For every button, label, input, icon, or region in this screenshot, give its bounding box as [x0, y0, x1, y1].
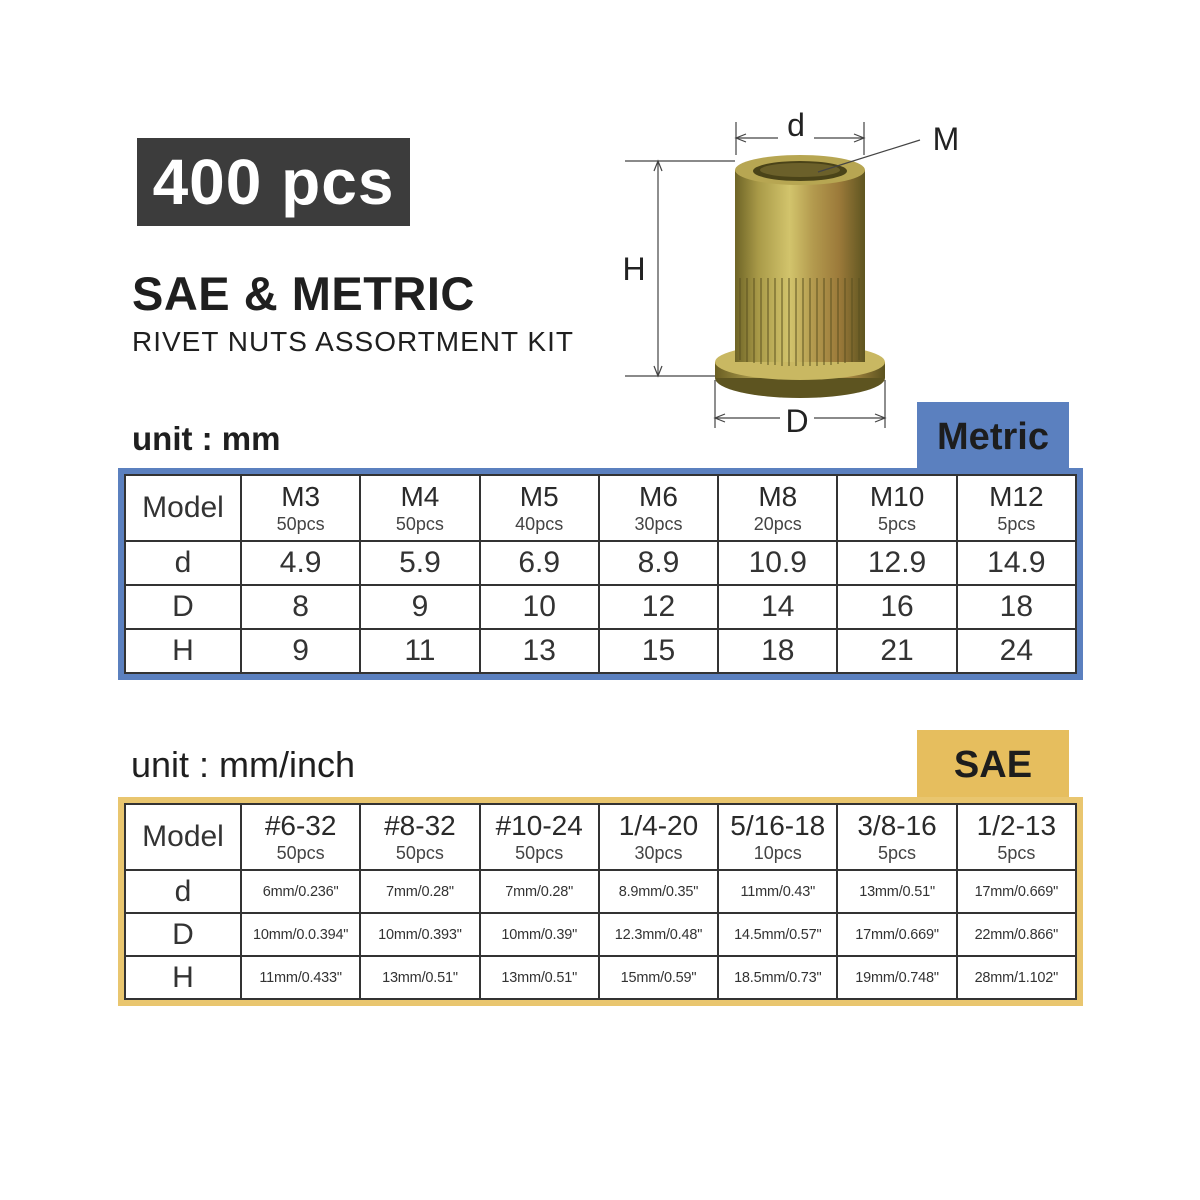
- table-cell: 19mm/0.748": [837, 956, 956, 999]
- table-cell: 13mm/0.51": [837, 870, 956, 913]
- column-header: M8 20pcs: [718, 475, 837, 541]
- column-header: M4 50pcs: [360, 475, 479, 541]
- table-header-row: [125, 475, 1076, 541]
- column-header: M12 5pcs: [957, 475, 1076, 541]
- product-title: SAE & METRIC: [132, 267, 475, 320]
- column-header: M5 40pcs: [480, 475, 599, 541]
- table-cell: 8.9mm/0.35": [599, 870, 718, 913]
- table-cell: 9: [360, 585, 479, 629]
- table-cell: 12.9: [837, 541, 956, 585]
- table-cell: 14.5mm/0.57": [718, 913, 837, 956]
- metric-table-frame: [118, 468, 1083, 680]
- row-label: H: [125, 956, 241, 999]
- table-cell: 17mm/0.669": [957, 870, 1076, 913]
- table-cell: 9: [241, 629, 360, 673]
- table-cell: 17mm/0.669": [837, 913, 956, 956]
- model-header: Model: [125, 804, 241, 870]
- metric-tag: Metric: [917, 402, 1069, 468]
- table-cell: 10mm/0.393": [360, 913, 479, 956]
- column-header: 3/8-16 5pcs: [837, 804, 956, 870]
- sae-table: [124, 803, 1077, 1000]
- table-cell: 11mm/0.43": [718, 870, 837, 913]
- table-row: [125, 541, 1076, 585]
- table-row: [125, 870, 1076, 913]
- row-label: D: [125, 585, 241, 629]
- column-header: M10 5pcs: [837, 475, 956, 541]
- table-cell: 6mm/0.236": [241, 870, 360, 913]
- table-cell: 18: [718, 629, 837, 673]
- table-cell: 12.3mm/0.48": [599, 913, 718, 956]
- column-header: M6 30pcs: [599, 475, 718, 541]
- table-cell: 8.9: [599, 541, 718, 585]
- column-header: M3 50pcs: [241, 475, 360, 541]
- table-cell: 15mm/0.59": [599, 956, 718, 999]
- table-cell: 13mm/0.51": [360, 956, 479, 999]
- sae-tag: SAE: [917, 730, 1069, 798]
- rivet-nut-diagram: [600, 110, 1000, 440]
- table-cell: 5.9: [360, 541, 479, 585]
- metric-table: [124, 474, 1077, 674]
- table-cell: 13mm/0.51": [480, 956, 599, 999]
- column-header: #10-24 50pcs: [480, 804, 599, 870]
- dim-label-big-d: D: [785, 403, 809, 439]
- dim-label-m: M: [932, 121, 960, 157]
- column-header: 5/16-18 10pcs: [718, 804, 837, 870]
- column-header: #6-32 50pcs: [241, 804, 360, 870]
- product-subtitle: RIVET NUTS ASSORTMENT KIT: [132, 326, 574, 357]
- dim-label-d: d: [787, 110, 805, 143]
- column-header: 1/4-20 30pcs: [599, 804, 718, 870]
- quantity-badge: 400 pcs: [137, 138, 410, 226]
- column-header: #8-32 50pcs: [360, 804, 479, 870]
- table-cell: 21: [837, 629, 956, 673]
- table-cell: 14: [718, 585, 837, 629]
- table-cell: 10.9: [718, 541, 837, 585]
- table-cell: 14.9: [957, 541, 1076, 585]
- table-header-row: [125, 804, 1076, 870]
- table-row: [125, 956, 1076, 999]
- table-row: [125, 585, 1076, 629]
- row-label: H: [125, 629, 241, 673]
- table-cell: 10mm/0.0.394": [241, 913, 360, 956]
- model-header: Model: [125, 475, 241, 541]
- table-cell: 11mm/0.433": [241, 956, 360, 999]
- table-cell: 28mm/1.102": [957, 956, 1076, 999]
- table-cell: 22mm/0.866": [957, 913, 1076, 956]
- table-cell: 6.9: [480, 541, 599, 585]
- sae-unit-label: unit : mm/inch: [131, 744, 356, 785]
- table-cell: 15: [599, 629, 718, 673]
- metric-unit-label: unit : mm: [132, 420, 281, 457]
- table-row: [125, 629, 1076, 673]
- table-cell: 18.5mm/0.73": [718, 956, 837, 999]
- sae-table-frame: [118, 797, 1083, 1006]
- row-label: d: [125, 870, 241, 913]
- table-cell: 7mm/0.28": [480, 870, 599, 913]
- table-cell: 4.9: [241, 541, 360, 585]
- table-row: [125, 913, 1076, 956]
- dim-label-h: H: [622, 251, 646, 287]
- table-cell: 12: [599, 585, 718, 629]
- table-cell: 11: [360, 629, 479, 673]
- table-cell: 7mm/0.28": [360, 870, 479, 913]
- table-cell: 16: [837, 585, 956, 629]
- table-cell: 10mm/0.39": [480, 913, 599, 956]
- table-cell: 18: [957, 585, 1076, 629]
- row-label: D: [125, 913, 241, 956]
- table-cell: 8: [241, 585, 360, 629]
- row-label: d: [125, 541, 241, 585]
- table-cell: 10: [480, 585, 599, 629]
- table-cell: 24: [957, 629, 1076, 673]
- table-cell: 13: [480, 629, 599, 673]
- column-header: 1/2-13 5pcs: [957, 804, 1076, 870]
